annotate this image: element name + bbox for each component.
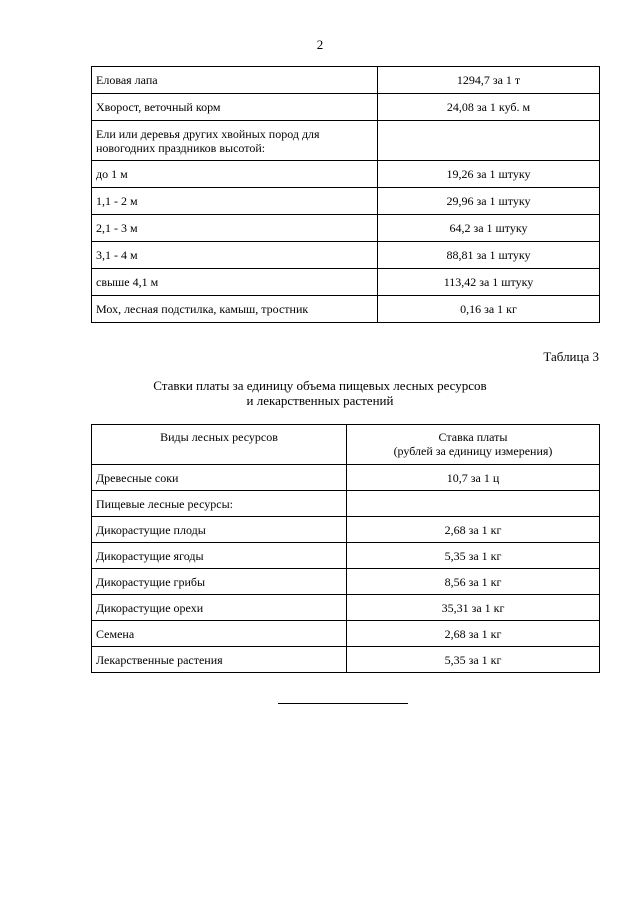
resource-name: 1,1 - 2 м bbox=[92, 188, 378, 215]
rate-value: 19,26 за 1 штуку bbox=[378, 161, 600, 188]
resource-name: Дикорастущие ягоды bbox=[92, 543, 347, 569]
resource-group-heading: Пищевые лесные ресурсы: bbox=[92, 491, 347, 517]
table-title bbox=[0, 378, 640, 408]
table-row bbox=[92, 188, 600, 215]
table-row bbox=[92, 543, 600, 569]
rates-table-continued bbox=[91, 66, 600, 323]
resource-group-heading: Ели или деревья других хвойных пород для новогодних праздников высотой: bbox=[92, 121, 378, 161]
resource-name: Еловая лапа bbox=[92, 67, 378, 94]
resource-name: Мох, лесная подстилка, камыш, тростник bbox=[92, 296, 378, 323]
column-header-rate bbox=[347, 425, 600, 465]
table-title-line-1: Ставки платы за единицу объема пищевых лесных ресурсов bbox=[153, 378, 487, 393]
table-row bbox=[92, 621, 600, 647]
resource-name: Древесные соки bbox=[92, 465, 347, 491]
rate-value: 1294,7 за 1 т bbox=[378, 67, 600, 94]
table-row bbox=[92, 215, 600, 242]
table-row bbox=[92, 121, 600, 161]
table-title-line-2: и лекарственных растений bbox=[246, 393, 394, 408]
rate-value: 2,68 за 1 кг bbox=[347, 517, 600, 543]
column-header-rate-line-1: Ставка платы bbox=[438, 430, 508, 444]
resource-name: Дикорастущие орехи bbox=[92, 595, 347, 621]
rate-value: 5,35 за 1 кг bbox=[347, 647, 600, 673]
table-caption: Таблица 3 bbox=[543, 349, 599, 364]
table-row bbox=[92, 647, 600, 673]
resource-name: Семена bbox=[92, 621, 347, 647]
rate-value: 88,81 за 1 штуку bbox=[378, 242, 600, 269]
table-row bbox=[92, 517, 600, 543]
resource-name: 2,1 - 3 м bbox=[92, 215, 378, 242]
end-of-document-rule bbox=[278, 703, 408, 704]
resource-name: 3,1 - 4 м bbox=[92, 242, 378, 269]
resource-name: Хворост, веточный корм bbox=[92, 94, 378, 121]
table-row bbox=[92, 465, 600, 491]
rate-value: 64,2 за 1 штуку bbox=[378, 215, 600, 242]
rate-value: 29,96 за 1 штуку bbox=[378, 188, 600, 215]
resource-name: Дикорастущие грибы bbox=[92, 569, 347, 595]
table-row bbox=[92, 569, 600, 595]
table-row bbox=[92, 296, 600, 323]
table-row bbox=[92, 491, 600, 517]
rate-value: 2,68 за 1 кг bbox=[347, 621, 600, 647]
table-header-row bbox=[92, 425, 600, 465]
table-row bbox=[92, 595, 600, 621]
food-resources-rates-table bbox=[91, 424, 600, 673]
table-row bbox=[92, 242, 600, 269]
rate-value: 35,31 за 1 кг bbox=[347, 595, 600, 621]
resource-name: Дикорастущие плоды bbox=[92, 517, 347, 543]
rate-value: 8,56 за 1 кг bbox=[347, 569, 600, 595]
rate-value: 24,08 за 1 куб. м bbox=[378, 94, 600, 121]
rate-value: 0,16 за 1 кг bbox=[378, 296, 600, 323]
rate-value: 113,42 за 1 штуку bbox=[378, 269, 600, 296]
table-row bbox=[92, 161, 600, 188]
rate-value: 10,7 за 1 ц bbox=[347, 465, 600, 491]
rate-value bbox=[347, 491, 600, 517]
column-header-resource-type: Виды лесных ресурсов bbox=[92, 425, 347, 465]
table-row bbox=[92, 269, 600, 296]
rate-value bbox=[378, 121, 600, 161]
resource-name: до 1 м bbox=[92, 161, 378, 188]
table-row bbox=[92, 94, 600, 121]
page-number: 2 bbox=[316, 37, 324, 52]
resource-name: свыше 4,1 м bbox=[92, 269, 378, 296]
table-row bbox=[92, 67, 600, 94]
rate-value: 5,35 за 1 кг bbox=[347, 543, 600, 569]
resource-name: Лекарственные растения bbox=[92, 647, 347, 673]
column-header-rate-line-2: (рублей за единицу измерения) bbox=[393, 444, 553, 458]
